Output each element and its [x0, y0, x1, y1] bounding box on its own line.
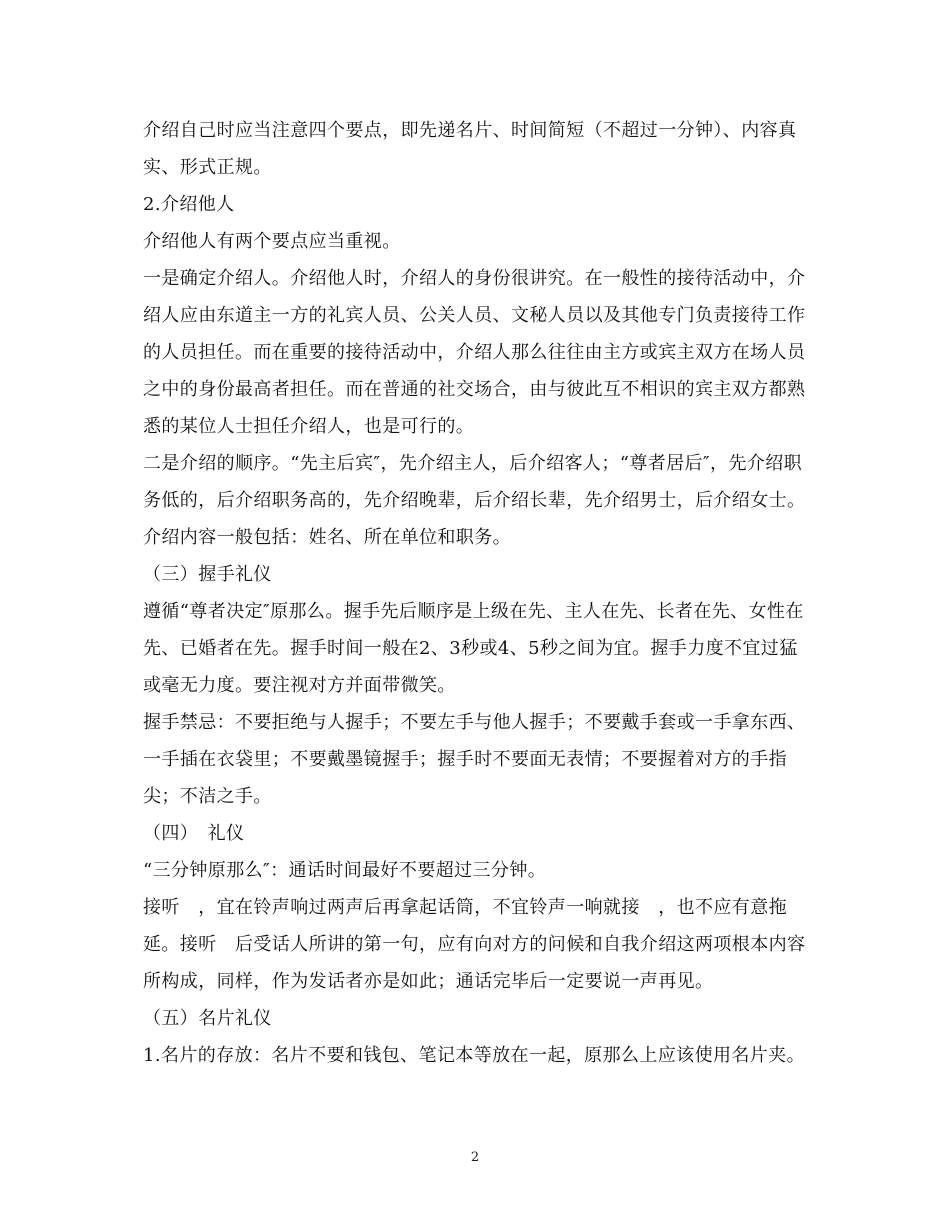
paragraph-two-points: 介绍他人有两个要点应当重视。 — [143, 231, 401, 252]
paragraph-three-minute-rule: “三分钟原那么″：通话时间最好不要超过三分钟。 — [143, 860, 547, 881]
paragraph-content: 介绍内容一般包括：姓名、所在单位和职务。 — [143, 527, 511, 548]
paragraph-handshake-taboos: 握手禁忌：不要拒绝与人握手；不要左手与他人握手；不要戴手套或一手拿东西、一手插在衣袋里；不要戴墨镜握手；握手时不要面无表情；不要握着对方的手指尖；不洁之手。 — [143, 712, 806, 807]
heading-phone-etiquette: （四） 礼仪 — [143, 823, 245, 844]
heading-introduce-others: 2.介绍他人 — [143, 194, 235, 215]
document-body — [143, 112, 815, 1074]
paragraph-self-introduction: 介绍自己时应当注意四个要点，即先递名片、时间简短（不超过一分钟）、内容真实、形式正规。 — [143, 120, 797, 178]
paragraph-handshake-rules: 遵循“尊者决定″原那么。握手先后顺序是上级在先、主人在先、长者在先、女性在先、已婚者在先。握手时间一般在2、3秒或4、5秒之间为宜。握手力度不宜过猛或毫无力度。要注视对方并面带微笑。 — [143, 601, 804, 696]
page-number: 2 — [470, 1150, 480, 1165]
paragraph-order: 二是介绍的顺序。“先主后宾″，先介绍主人，后介绍客人；“尊者居后″，先介绍职务低的，后介绍职务高的，先介绍晚辈，后介绍长辈，先介绍男士，后介绍女士。 — [143, 453, 806, 511]
heading-handshake: （三）握手礼仪 — [143, 564, 272, 585]
paragraph-introducer: 一是确定介绍人。介绍他人时，介绍人的身份很讲究。在一般性的接待活动中，介绍人应由东道主一方的礼宾人员、公关人员、文秘人员以及其他专门负责接待工作的人员担任。而在重要的接待活动中，介绍人那么往往由主方或宾主双方在场人员之中的身份最高者担任。而在普通的社交场合，由与彼此互不相识的宾主双方都熟悉的某位人士担任介绍人，也是可行的。 — [143, 268, 806, 437]
heading-business-card: （五）名片礼仪 — [143, 1008, 272, 1029]
paragraph-card-storage: 1.名片的存放：名片不要和钱包、笔记本等放在一起，原那么上应该使用名片夹。 — [143, 1045, 805, 1066]
paragraph-answering-phone: 接听 ，宜在铃声响过两声后再拿起话筒，不宜铃声一响就接 ，也不应有意拖延。接听 后受话人所讲的第一句，应有向对方的问候和自我介绍这两项根本内容所构成，同样，作为发话者亦是如此；通话完毕后一定要说一声再见。 — [143, 897, 806, 992]
